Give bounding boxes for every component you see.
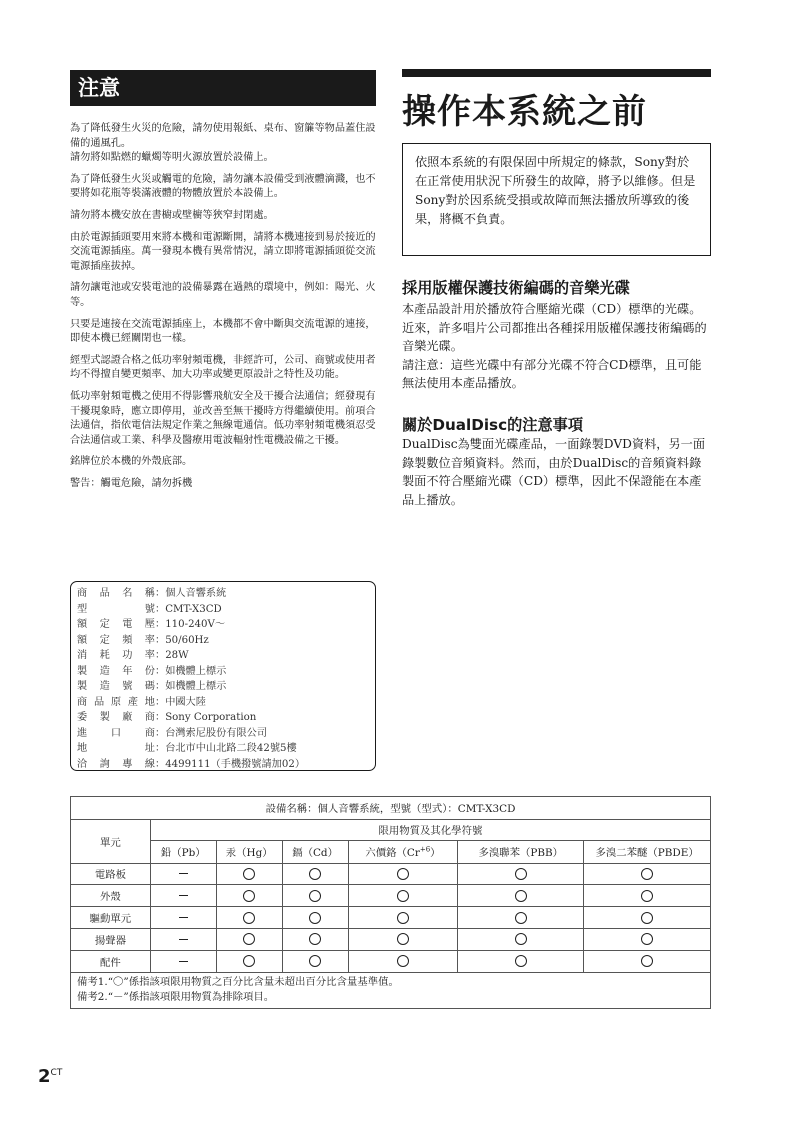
circle-mark [397, 868, 409, 880]
spec-label: 型號 [77, 603, 155, 615]
dash-mark [179, 961, 188, 962]
substance-cell [584, 907, 711, 929]
dash-mark [179, 917, 188, 918]
product-spec-box [70, 581, 376, 771]
table-notes [71, 972, 711, 1008]
substance-cell [584, 885, 711, 907]
substance-cell [150, 928, 216, 950]
circle-mark [243, 890, 255, 902]
substance-cell [150, 950, 216, 972]
cd-heading: 採用版權保護技術編碼的音樂光碟 [402, 279, 630, 297]
table-row [71, 950, 711, 972]
substance-header: 鎘（Cd） [282, 840, 348, 863]
substance-cell [458, 928, 584, 950]
circle-mark [309, 933, 321, 945]
substance-header: 汞（Hg） [216, 840, 282, 863]
table-row [71, 907, 711, 929]
unit-name: 配件 [71, 950, 151, 972]
spec-label: 進口商 [77, 727, 155, 739]
substance-header: 多溴二苯醚（PBDE） [584, 840, 711, 863]
circle-mark [309, 890, 321, 902]
spec-label: 委製廠商 [77, 712, 155, 723]
circle-mark [641, 890, 653, 902]
spec-label: 製造年份 [77, 665, 155, 677]
cd-description: 本產品設計用於播放符合壓縮光碟（CD）標準的光碟。近來，許多唱片公司都推出各種採用版權保護技術編碼的音樂光碟。 [402, 302, 707, 353]
page-number-value: 2 [38, 1066, 51, 1087]
unit-header: 單元 [71, 819, 151, 863]
circle-mark [515, 868, 527, 880]
substance-cell [348, 907, 458, 929]
unit-name: 驅動單元 [71, 907, 151, 929]
spec-row: 型號 ： CMT-X3CD [77, 602, 369, 618]
circle-mark [309, 955, 321, 967]
warranty-notice: 依照本系統的有限保固中所規定的條款，Sony對於在正常使用狀況下所發生的故障，將予以維修。但是Sony對於因系統受損或故障而無法播放所導致的後果，將概不負責。 [402, 143, 711, 256]
spec-row: 製造號碼 ： 如機體上標示 [77, 679, 369, 695]
circle-mark [243, 955, 255, 967]
substance-cell [282, 928, 348, 950]
spec-value: 4499111（手機撥號請加02） [165, 758, 306, 770]
spec-label: 洽詢專線 [77, 758, 155, 770]
spec-label: 消耗功率 [77, 650, 155, 661]
caution-paragraph: 由於電源插頭要用來將本機和電源斷開，請將本機連接到易於接近的交流電源插座。萬一發現本機有異常情況，請立即將電源插頭從交流電源插座拔掉。 [70, 231, 376, 272]
spec-label: 商品原產地 [77, 696, 155, 708]
substance-cell [458, 950, 584, 972]
substance-header: 鉛（Pb） [150, 840, 216, 863]
caution-text [70, 122, 376, 498]
spec-row: 洽詢專線 ： 4499111（手機撥號請加02） [77, 757, 369, 773]
substance-cell [348, 950, 458, 972]
substance-cell [216, 885, 282, 907]
substance-cell [584, 863, 711, 885]
circle-mark [515, 933, 527, 945]
table-row [71, 863, 711, 885]
spec-label: 地址 [77, 743, 155, 754]
caution-paragraph: 為了降低發生火災或觸電的危險，請勿讓本設備受到液體滴濺，也不要將如花瓶等裝滿液體的物體放置於本設備上。 [70, 173, 376, 200]
spec-label: 額定電壓 [77, 619, 155, 630]
spec-row: 商品名稱 ： 個人音響系統 [77, 586, 369, 602]
caution-paragraph: 請勿將本機安放在書櫥或壁櫥等狹窄封閉處。 [70, 209, 274, 221]
circle-mark [641, 955, 653, 967]
substance-cell [584, 950, 711, 972]
circle-mark [397, 890, 409, 902]
spec-value: 台北市中山北路二段42號5樓 [165, 743, 297, 754]
substance-cell [282, 950, 348, 972]
substance-cell [216, 928, 282, 950]
dualdisc-heading: 關於DualDisc的注意事項 [402, 416, 584, 434]
substance-cell [458, 863, 584, 885]
circle-mark [243, 868, 255, 880]
dash-mark [179, 873, 188, 874]
spec-row: 地址 ： 台北市中山北路二段42號5樓 [77, 741, 369, 757]
table-row [71, 928, 711, 950]
spec-value: Sony Corporation [165, 712, 257, 723]
spec-row: 額定電壓 ： 110-240V～ [77, 617, 369, 633]
dash-mark [179, 895, 188, 896]
page-number-suffix: CT [50, 1068, 63, 1078]
substance-cell [584, 928, 711, 950]
spec-value: 50/60Hz [165, 634, 209, 646]
spec-value: 110-240V～ [165, 619, 226, 630]
substance-cell [150, 885, 216, 907]
spec-value: 個人音響系統 [165, 588, 227, 599]
restricted-substances-table [70, 796, 711, 1009]
title-rule [402, 69, 711, 77]
unit-name: 揚聲器 [71, 928, 151, 950]
table-note: 備考2.“－”係指該項限用物質為排除項目。 [77, 991, 275, 1004]
spec-value: 台灣索尼股份有限公司 [165, 727, 268, 739]
substance-cell [282, 863, 348, 885]
circle-mark [243, 912, 255, 924]
circle-mark [397, 912, 409, 924]
spec-value: CMT-X3CD [165, 603, 222, 615]
caution-paragraph: 低功率射頻電機之使用不得影響飛航安全及干擾合法通信；經發現有干擾現象時，應立即停用，並改善至無干擾時方得繼續使用。前項合法通信，指依電信法規定作業之無線電通信。低功率射頻電機須忍受合法通信或工業、科學及醫療用電波輻射性電機設備之干擾。 [70, 390, 376, 446]
page-number [38, 1066, 62, 1087]
table-note: 備考1.“〇”係指該項限用物質之百分比含量未超出百分比含量基準值。 [77, 976, 399, 989]
caution-paragraph: 銘牌位於本機的外殼底部。 [70, 456, 193, 468]
circle-mark [309, 868, 321, 880]
spec-row: 委製廠商 ： Sony Corporation [77, 710, 369, 726]
caution-paragraph: 為了降低發生火災的危險，請勿使用報紙、桌布、窗簾等物品蓋住設備的通風孔。 [70, 123, 376, 149]
substance-header-close: ） [430, 847, 441, 860]
substance-cell [150, 863, 216, 885]
unit-name: 外殼 [71, 885, 151, 907]
dualdisc-body: DualDisc為雙面光碟產品，一面錄製DVD資料，另一面錄製數位音頻資料。然而，由於DualDisc的音頻資料錄製面不符合壓縮光碟（CD）標準，因此不保證能在本產品上播放。 [402, 437, 706, 507]
circle-mark [397, 933, 409, 945]
circle-mark [515, 955, 527, 967]
spec-row: 進口商 ： 台灣索尼股份有限公司 [77, 726, 369, 742]
substance-cell [348, 928, 458, 950]
circle-mark [243, 933, 255, 945]
substance-cell [150, 907, 216, 929]
substance-cell [348, 885, 458, 907]
substance-cell [282, 885, 348, 907]
substance-cell [458, 885, 584, 907]
substance-cell [348, 863, 458, 885]
circle-mark [397, 955, 409, 967]
spec-row: 製造年份 ： 如機體上標示 [77, 664, 369, 680]
circle-mark [515, 890, 527, 902]
spec-label: 製造號碼 [77, 681, 155, 692]
substance-header: 多溴聯苯（PBB） [458, 840, 584, 863]
spec-row: 商品原產地 ： 中國大陸 [77, 695, 369, 711]
page-title: 操作本系統之前 [402, 92, 647, 132]
circle-mark [515, 912, 527, 924]
circle-mark [641, 912, 653, 924]
substance-cell [282, 907, 348, 929]
spec-label: 商品名稱 [77, 588, 155, 599]
spec-value: 中國大陸 [165, 696, 206, 708]
spec-value: 28W [165, 650, 189, 661]
cd-body [402, 300, 711, 393]
cd-note: 請注意：這些光碟中有部分光碟不符合CD標準，且可能無法使用本產品播放。 [402, 357, 702, 390]
caution-paragraph: 請勿將如點燃的蠟燭等明火源放置於設備上。 [70, 152, 274, 164]
substance-cell [216, 950, 282, 972]
table-row [71, 885, 711, 907]
circle-mark [309, 912, 321, 924]
substance-header [348, 840, 458, 863]
caution-paragraph: 經型式認證合格之低功率射頻電機，非經許可，公司、商號或使用者均不得擅自變更頻率、加大功率或變更原設計之特性及功能。 [70, 354, 376, 381]
caution-paragraph: 只要是連接在交流電源插座上，本機都不會中斷與交流電源的連接，即使本機已經關閉也一樣。 [70, 318, 376, 345]
table-title: 設備名稱：個人音響系統，型號（型式）：CMT-X3CD [71, 797, 711, 820]
spec-value: 如機體上標示 [165, 665, 227, 677]
substance-header-text: 六價鉻（Cr [365, 847, 420, 860]
substance-cell [216, 863, 282, 885]
substance-group-header: 限用物質及其化學符號 [150, 819, 710, 840]
dash-mark [179, 939, 188, 940]
circle-mark [641, 868, 653, 880]
substance-cell [216, 907, 282, 929]
caution-paragraph: 警告：觸電危險，請勿拆機 [70, 477, 193, 489]
spec-value: 如機體上標示 [165, 681, 227, 692]
substance-cell [458, 907, 584, 929]
circle-mark [641, 933, 653, 945]
unit-name: 電路板 [71, 863, 151, 885]
caution-heading: 注意 [70, 70, 376, 106]
substance-superscript: +6 [419, 845, 431, 854]
caution-paragraph: 請勿讓電池或安裝電池的設備暴露在過熱的環境中，例如：陽光、火等。 [70, 282, 376, 308]
spec-label: 額定頻率 [77, 634, 155, 646]
spec-row: 額定頻率 ： 50/60Hz [77, 633, 369, 649]
spec-row: 消耗功率 ： 28W [77, 648, 369, 664]
